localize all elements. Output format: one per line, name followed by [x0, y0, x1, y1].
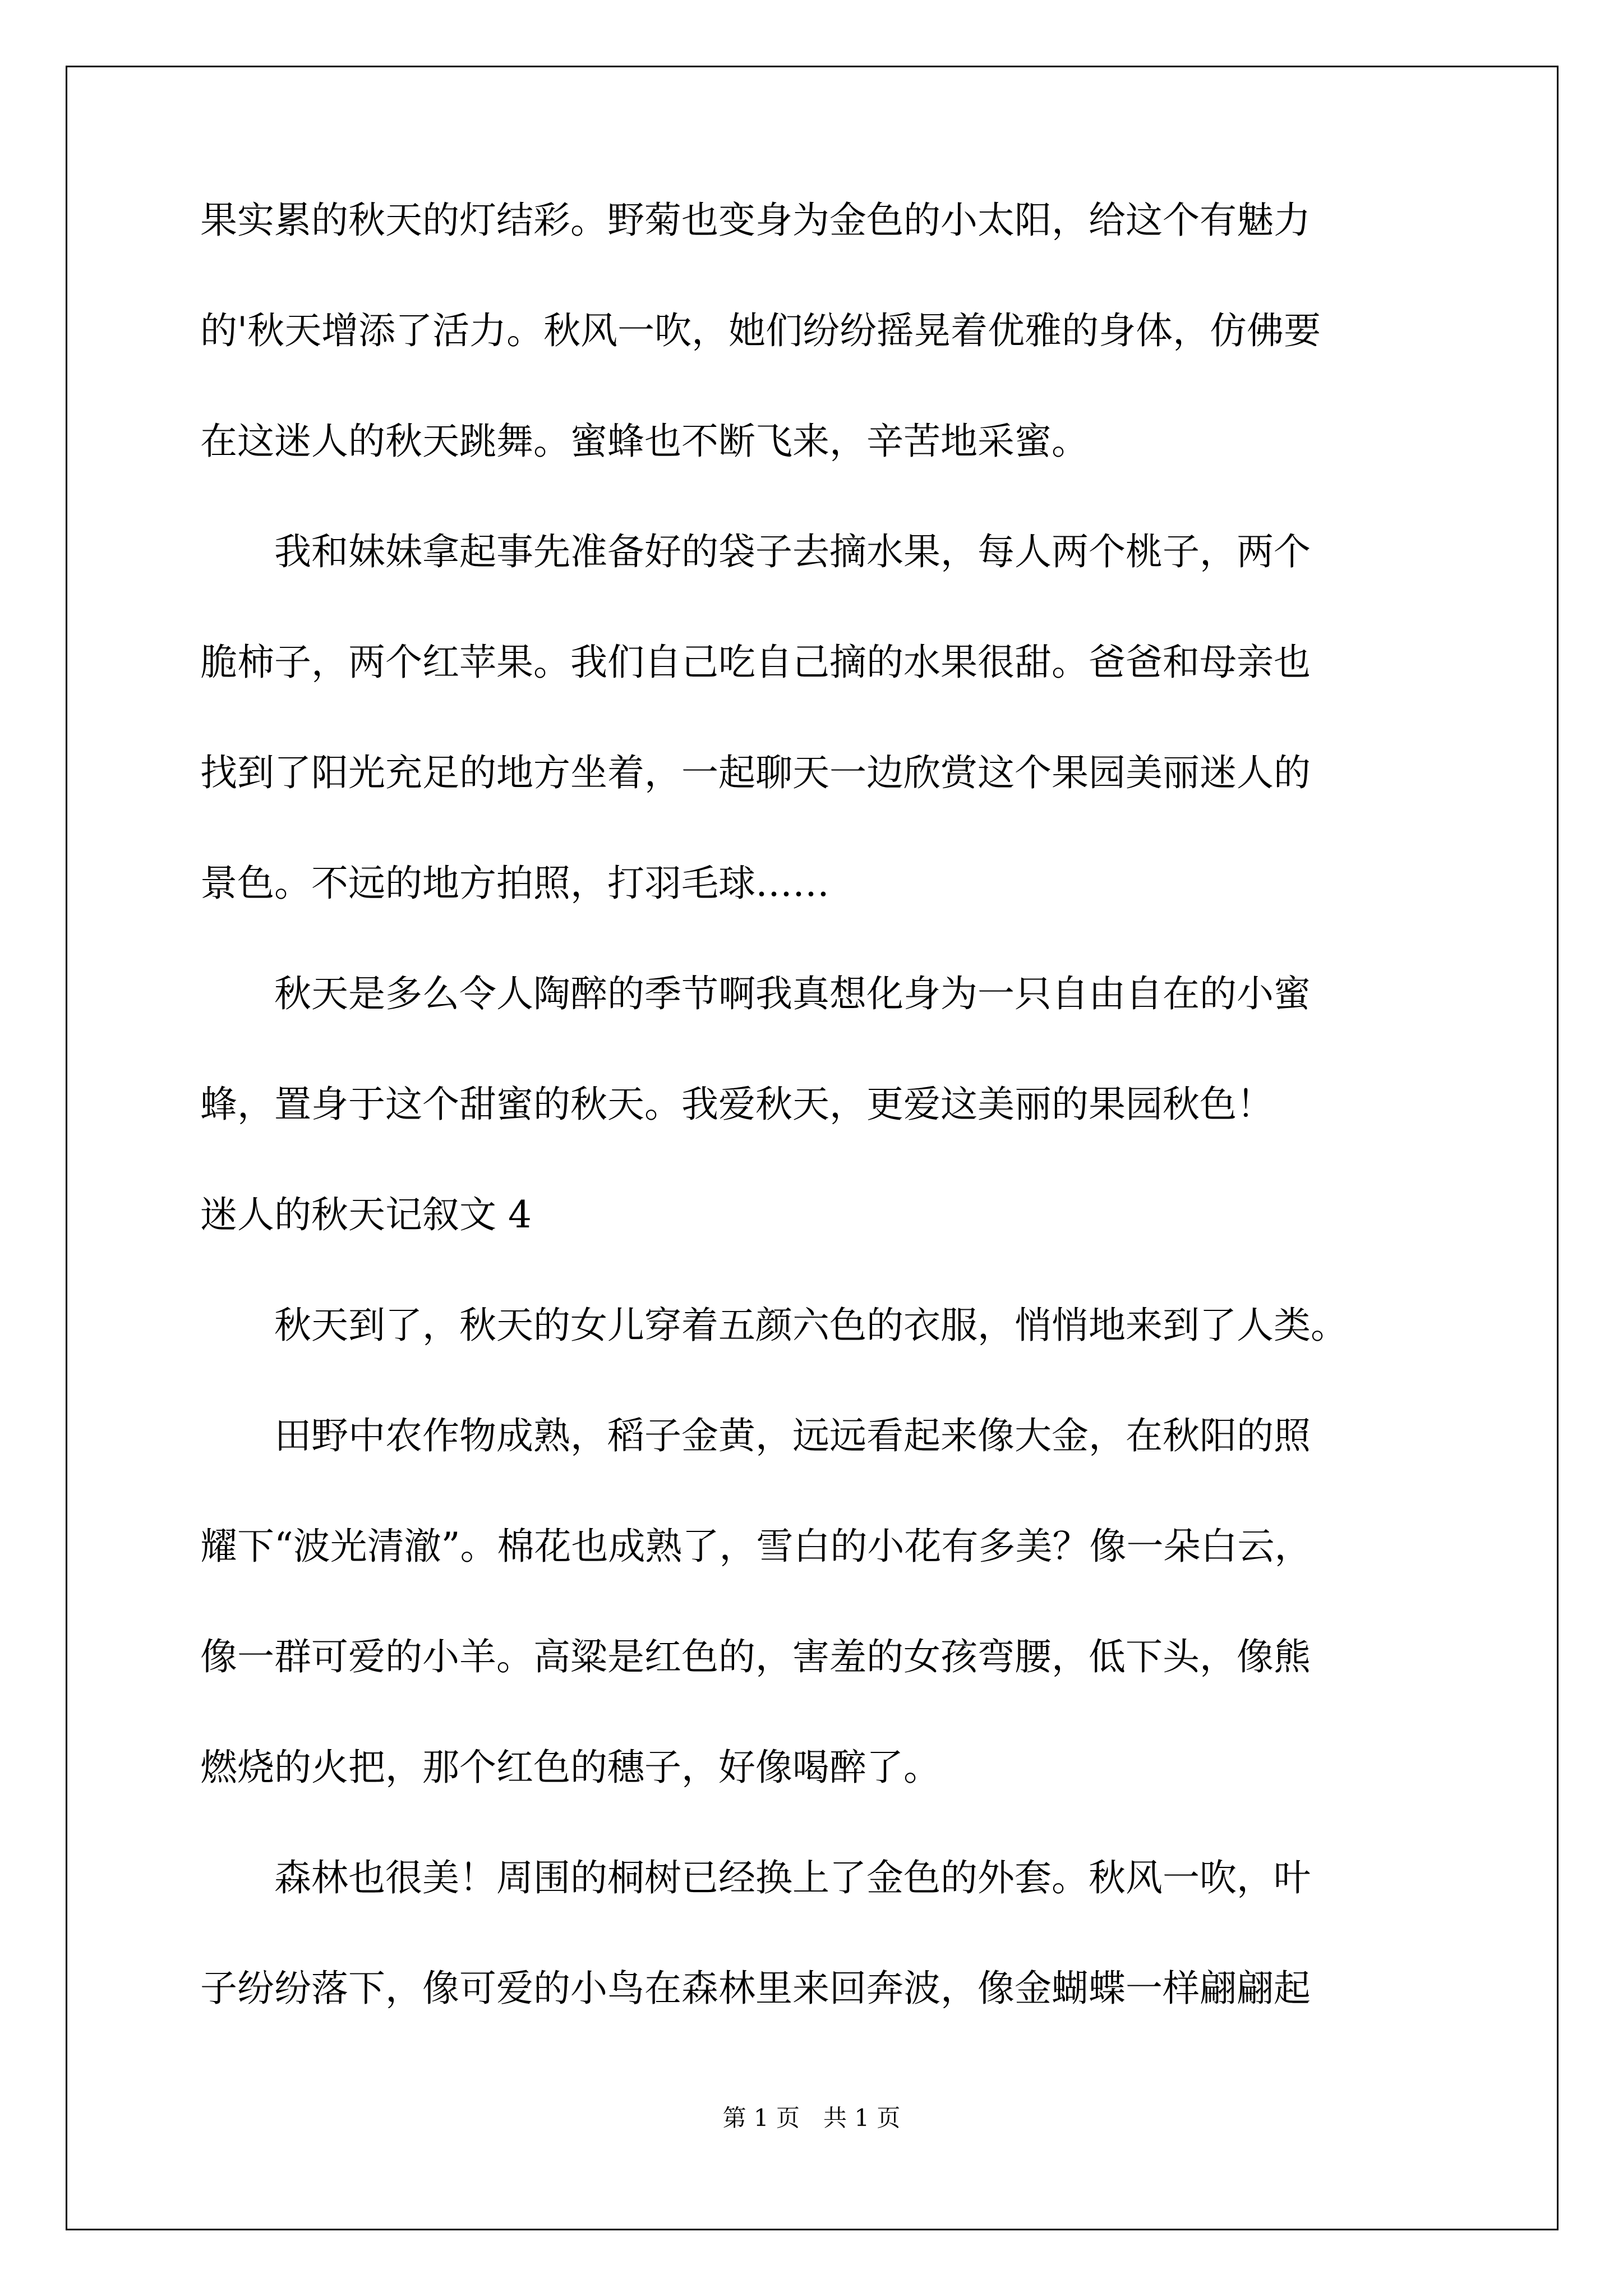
text-line: 秋天是多么令人陶醉的季节啊我真想化身为一只自由自在的小蜜	[200, 972, 1311, 1015]
page-footer: 第 1 页 共 1 页	[722, 2104, 901, 2132]
text-line: 秋天到了，秋天的女儿穿着五颜六色的衣服，悄悄地来到了人类。	[200, 1304, 1348, 1347]
text-line: 的'秋天增添了活力。秋风一吹，她们纷纷摇晃着优雅的身体，仿佛要	[200, 309, 1321, 352]
text-line: 在这迷人的秋天跳舞。蜜蜂也不断飞来，辛苦地采蜜。	[200, 420, 1089, 463]
text-line: 像一群可爱的小羊。高粱是红色的，害羞的女孩弯腰，低下头，像熊	[200, 1635, 1311, 1678]
text-line: 我和妹妹拿起事先准备好的袋子去摘水果，每人两个桃子，两个	[200, 530, 1311, 573]
document-body	[200, 199, 1434, 2081]
text-line: 森林也很美！周围的桐树已经换上了金色的外套。秋风一吹，叶	[200, 1856, 1311, 1899]
section-heading: 迷人的秋天记叙文 4	[200, 1193, 532, 1236]
text-line: 果实累的秋天的灯结彩。野菊也变身为金色的小太阳，给这个有魅力	[200, 199, 1311, 242]
text-line: 脆柿子，两个红苹果。我们自己吃自己摘的水果很甜。爸爸和母亲也	[200, 641, 1311, 684]
text-line: 景色。不远的地方拍照，打羽毛球……	[200, 862, 829, 905]
text-line: 子纷纷落下，像可爱的小鸟在森林里来回奔波，像金蝴蝶一样翩翩起	[200, 1967, 1311, 2010]
text-line: 田野中农作物成熟，稻子金黄，远远看起来像大金，在秋阳的照	[200, 1414, 1311, 1457]
text-line: 找到了阳光充足的地方坐着，一起聊天一边欣赏这个果园美丽迷人的	[200, 751, 1311, 794]
text-line: 耀下“波光清澈”。棉花也成熟了，雪白的小花有多美？像一朵白云，	[200, 1525, 1312, 1568]
text-line: 燃烧的火把，那个红色的穗子，好像喝醉了。	[200, 1746, 940, 1789]
text-line: 蜂，置身于这个甜蜜的秋天。我爱秋天，更爱这美丽的果园秋色！	[200, 1083, 1274, 1126]
